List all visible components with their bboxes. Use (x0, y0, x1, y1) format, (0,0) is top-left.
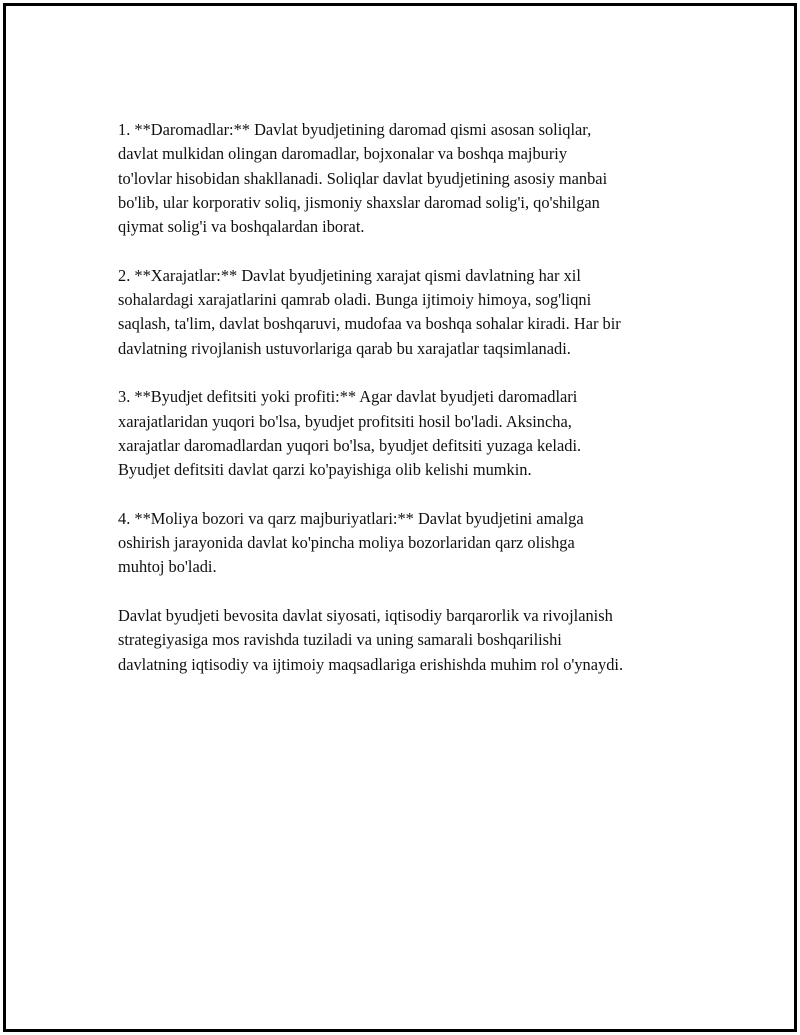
text-line: oshirish jarayonida davlat ko'pincha moliya bozorlaridan qarz olishga (118, 533, 575, 553)
text-line: davlatning iqtisodiy va ijtimoiy maqsadlariga erishishda muhim rol o'ynaydi. (118, 654, 624, 674)
text-line: davlatning rivojlanish ustuvorlariga qarab bu xarajatlar taqsimlanadi. (118, 338, 571, 358)
paragraph-deficit-surplus (118, 385, 698, 482)
text-line: saqlash, ta'lim, davlat boshqaruvi, mudofaa va boshqa sohalar kiradi. Har bir (118, 314, 621, 334)
paragraph-expenses (118, 264, 698, 361)
text-line: 2. **Xarajatlar:** Davlat byudjetining xarajat qismi davlatning har xil (118, 265, 581, 285)
text-line: sohalardagi xarajatlarini qamrab oladi. Bunga ijtimoiy himoya, sog'liqni (118, 290, 592, 310)
text-line: to'lovlar hisobidan shakllanadi. Soliqlar davlat byudjetining asosiy manbai (118, 168, 608, 188)
paragraph-revenues (118, 118, 698, 239)
text-line: 3. **Byudjet defitsiti yoki profiti:** Agar davlat byudjeti daromadlari (118, 387, 578, 407)
text-line: 1. **Daromadlar:** Davlat byudjetining daromad qismi asosan soliqlar, (118, 120, 592, 139)
text-line: bo'lib, ular korporativ soliq, jismoniy shaxslar daromad solig'i, qo'shilgan (118, 192, 600, 212)
text-line: strategiyasiga mos ravishda tuziladi va uning samarali boshqarilishi (118, 630, 562, 650)
text-line: xarajatlar daromadlardan yuqori bo'lsa, byudjet defitsiti yuzaga keladi. (118, 435, 582, 455)
paragraph-conclusion (118, 604, 698, 677)
text-line: Davlat byudjeti bevosita davlat siyosati, iqtisodiy barqarorlik va rivojlanish (118, 605, 613, 625)
paragraph-financial-market (118, 507, 698, 580)
text-line: xarajatlaridan yuqori bo'lsa, byudjet profitsiti hosil bo'ladi. Aksincha, (118, 411, 572, 431)
document-body (118, 118, 698, 677)
text-line: muhtoj bo'ladi. (118, 557, 217, 577)
text-line: davlat mulkidan olingan daromadlar, bojxonalar va boshqa majburiy (118, 144, 568, 164)
text-line: qiymat solig'i va boshqalardan iborat. (118, 217, 365, 237)
text-line: Byudjet defitsiti davlat qarzi ko'payishiga olib kelishi mumkin. (118, 460, 532, 480)
text-line: 4. **Moliya bozori va qarz majburiyatlari:** Davlat byudjetini amalga (118, 508, 584, 528)
